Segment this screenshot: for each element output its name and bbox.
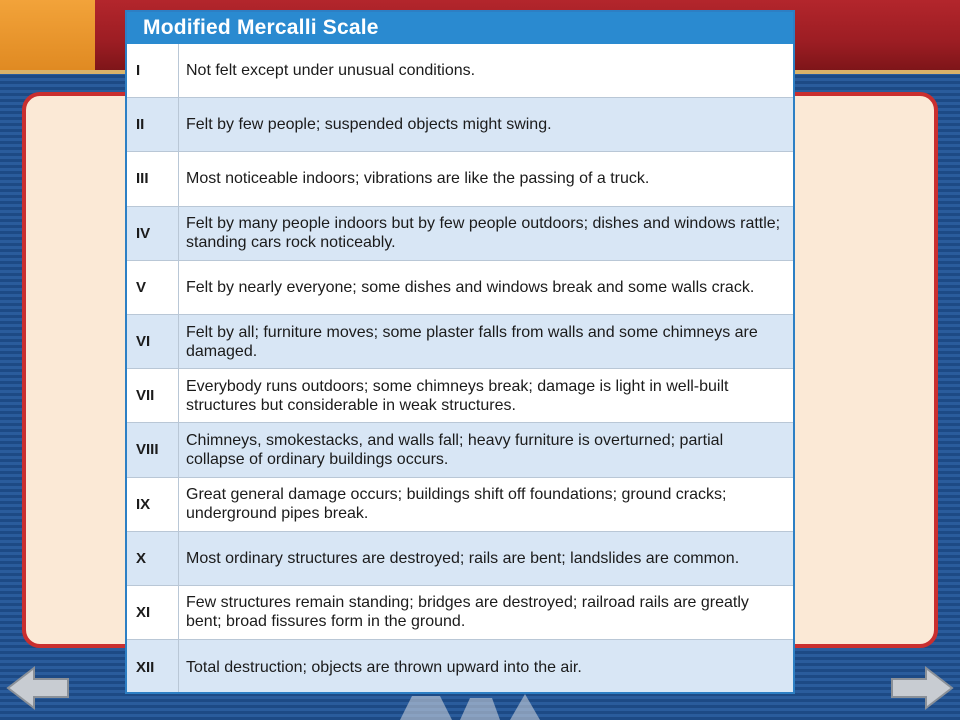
intensity-level: XII [127, 640, 179, 694]
table-row [127, 207, 793, 261]
intensity-description: Felt by all; furniture moves; some plaster falls from walls and some chimneys are damaged. [186, 323, 758, 360]
intensity-description: Everybody runs outdoors; some chimneys break; damage is light in well-built structures but considerable in weak structures. [186, 377, 729, 414]
table-row [127, 532, 793, 586]
intensity-level: XI [127, 586, 179, 639]
intensity-description: Chimneys, smokestacks, and walls fall; heavy furniture is overturned; partial collapse of ordinary buildings occurs. [186, 431, 724, 468]
intensity-description: Felt by few people; suspended objects might swing. [186, 116, 552, 134]
intensity-description: Most noticeable indoors; vibrations are like the passing of a truck. [186, 170, 650, 188]
mercalli-scale-table [125, 10, 795, 694]
intensity-level: IX [127, 478, 179, 531]
table-row [127, 315, 793, 369]
table-row [127, 369, 793, 423]
table-row [127, 44, 793, 98]
intensity-level: V [127, 261, 179, 314]
publisher-logo-icon [400, 690, 570, 720]
table-row [127, 640, 793, 694]
intensity-description: Most ordinary structures are destroyed; rails are bent; landslides are common. [186, 549, 740, 567]
intensity-level: X [127, 532, 179, 585]
table-title: Modified Mercalli Scale [127, 12, 793, 44]
intensity-description: Few structures remain standing; bridges are destroyed; railroad rails are greatly bent; broad fissures form in the ground. [186, 594, 749, 631]
intensity-level: I [127, 44, 179, 97]
intensity-level: VI [127, 315, 179, 368]
arrow-left-icon[interactable] [4, 664, 74, 712]
table-rows [127, 44, 793, 694]
arrow-right-icon[interactable] [886, 664, 956, 712]
table-row [127, 478, 793, 532]
table-row [127, 423, 793, 477]
intensity-description: Felt by nearly everyone; some dishes and windows break and some walls crack. [186, 278, 755, 296]
intensity-description: Not felt except under unusual conditions. [186, 62, 476, 80]
table-row [127, 98, 793, 152]
intensity-description: Felt by many people indoors but by few people outdoors; dishes and windows rattle; standing cars rock noticeably. [186, 215, 781, 252]
intensity-level: VIII [127, 423, 179, 476]
intensity-description: Total destruction; objects are thrown upward into the air. [186, 658, 582, 676]
table-row [127, 586, 793, 640]
table-row [127, 152, 793, 206]
top-bar-accent [0, 0, 95, 70]
intensity-description: Great general damage occurs; buildings shift off foundations; ground cracks; underground pipes break. [186, 486, 727, 523]
intensity-level: VII [127, 369, 179, 422]
intensity-level: IV [127, 207, 179, 260]
intensity-level: II [127, 98, 179, 151]
intensity-level: III [127, 152, 179, 205]
table-row [127, 261, 793, 315]
